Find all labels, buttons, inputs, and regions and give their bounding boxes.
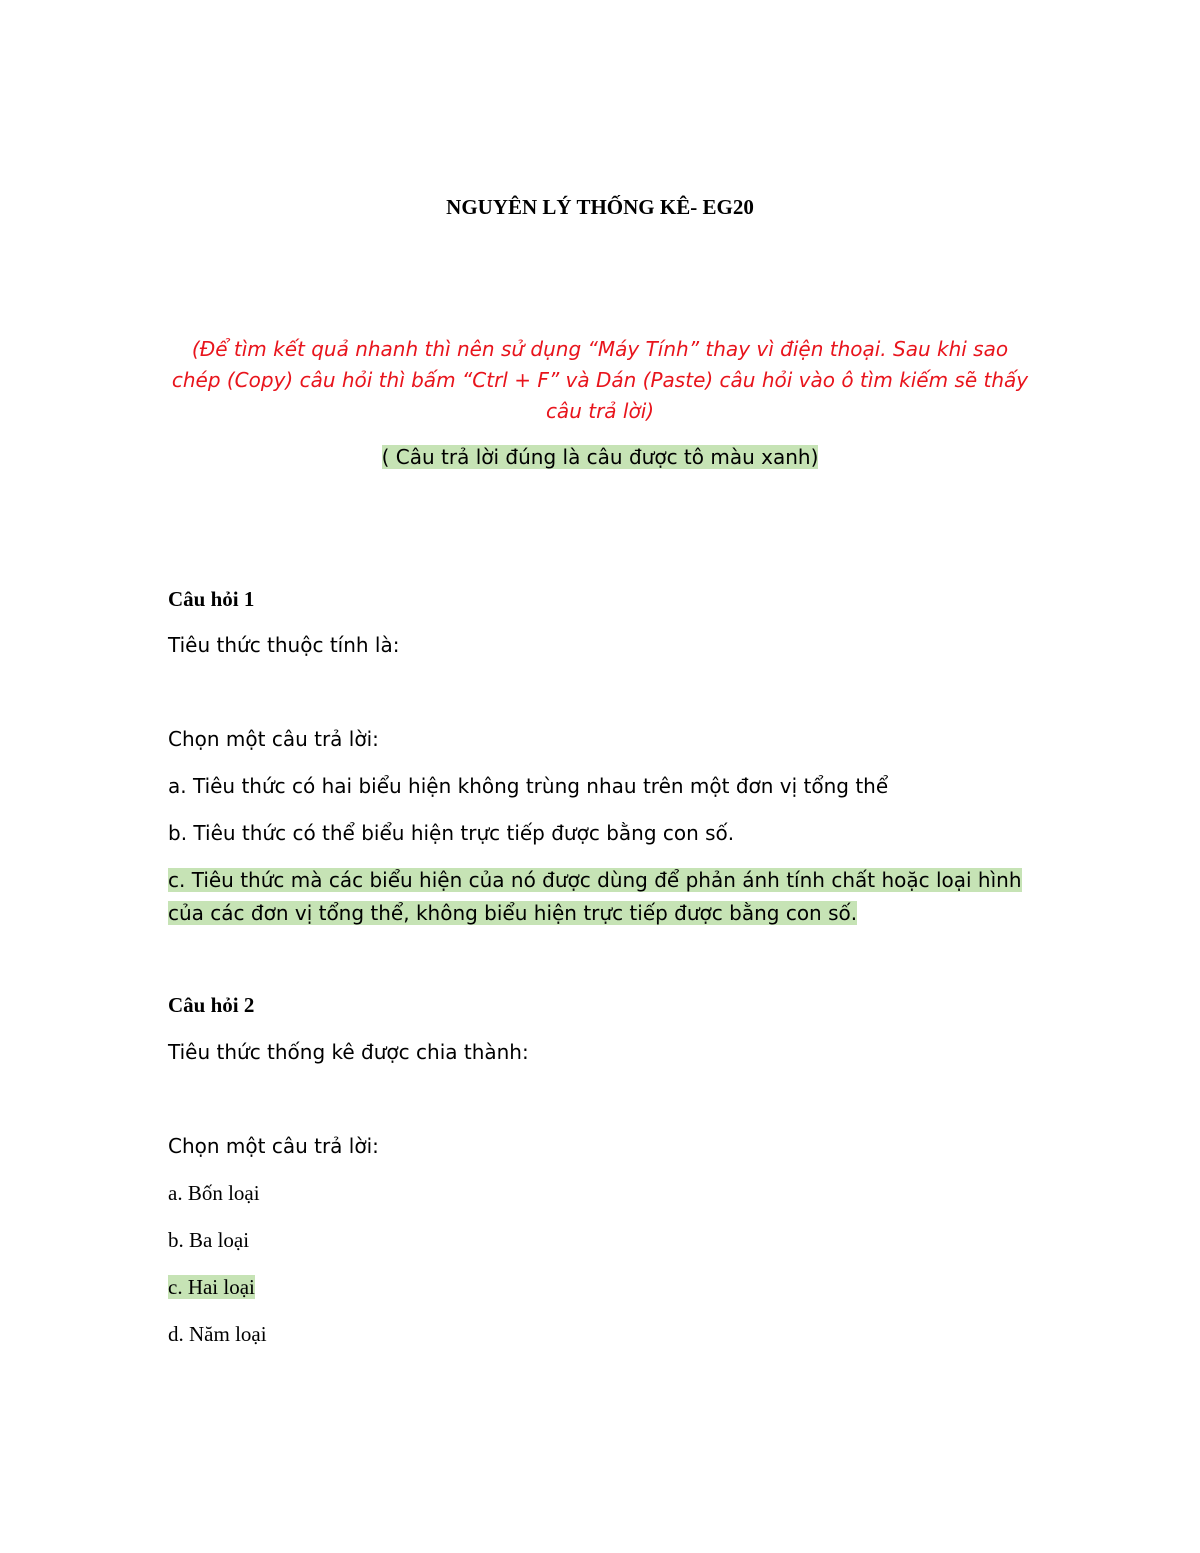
- question-2-option-c-correct: [168, 1271, 1038, 1304]
- question-1-option-b: b. Tiêu thức có thể biểu hiện trực tiếp được bằng con số.: [168, 821, 735, 845]
- question-1-choose-label: Chọn một câu trả lời:: [168, 727, 379, 751]
- instruction-note: (Để tìm kết quả nhanh thì nên sử dụng “Máy Tính” thay vì điện thoại. Sau khi sao chép (Copy) câu hỏi thì bấm “Ctrl + F” và Dán (Paste) câu hỏi vào ô tìm kiếm sẽ thấy câu trả lời): [171, 337, 1029, 423]
- document-title: NGUYÊN LÝ THỐNG KÊ- EG20: [446, 195, 754, 219]
- question-2-option-d: d. Năm loại: [168, 1322, 267, 1346]
- question-1-option-a: a. Tiêu thức có hai biểu hiện không trùng nhau trên một đơn vị tổng thể: [168, 774, 889, 798]
- highlight-legend-text: ( Câu trả lời đúng là câu được tô màu xanh): [381, 445, 819, 469]
- question-1-option-c-correct: [168, 864, 1038, 930]
- question-2-choose-label: Chọn một câu trả lời:: [168, 1134, 379, 1158]
- question-2-option-a: a. Bốn loại: [168, 1181, 260, 1205]
- highlight-legend: [0, 442, 1200, 473]
- question-1-prompt: Tiêu thức thuộc tính là:: [168, 633, 400, 657]
- question-1-heading: Câu hỏi 1: [168, 587, 255, 611]
- correct-answer-highlight: c. Tiêu thức mà các biểu hiện của nó được dùng để phản ánh tính chất hoặc loại hình của các đơn vị tổng thể, không biểu hiện trực tiếp được bằng con số.: [168, 868, 1022, 925]
- question-2-heading: Câu hỏi 2: [168, 993, 255, 1017]
- question-2-prompt: Tiêu thức thống kê được chia thành:: [168, 1040, 529, 1064]
- correct-answer-highlight: c. Hai loại: [168, 1275, 255, 1299]
- question-2-option-b: b. Ba loại: [168, 1228, 250, 1252]
